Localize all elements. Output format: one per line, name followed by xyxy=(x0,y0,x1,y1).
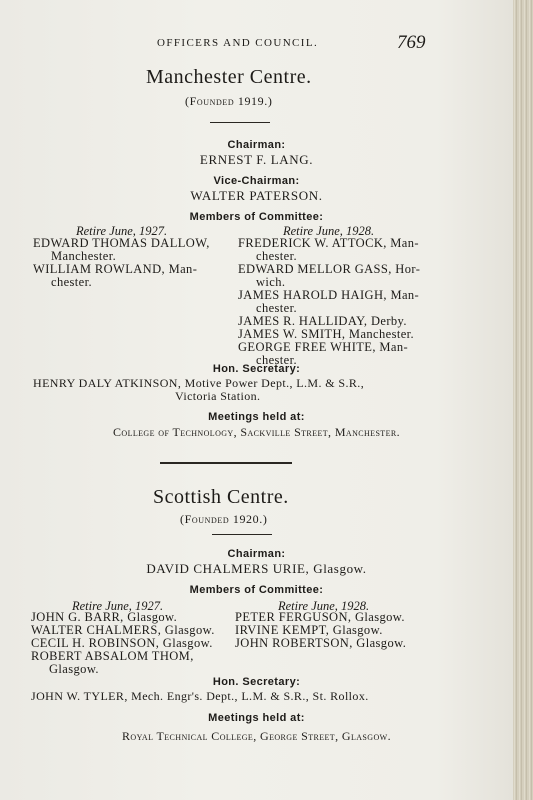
committee-member-cont: wich. xyxy=(256,275,286,289)
committee-member: JAMES W. SMITH, Manchester. xyxy=(238,327,415,341)
scottish-chairman: DAVID CHALMERS URIE, Glasgow. xyxy=(146,561,367,576)
committee-member-cont: chester. xyxy=(256,301,298,315)
scottish-secretary: JOHN W. TYLER, Mech. Engr's. Dept., L.M. & S.R., St. Rollox. xyxy=(31,689,369,703)
committee-member-cont: Glasgow. xyxy=(49,662,99,676)
committee-member: JOHN ROBERTSON, Glasgow. xyxy=(235,636,407,650)
committee-member: EDWARD THOMAS DALLOW, xyxy=(33,236,210,250)
scottish-chairman-label: Chairman: xyxy=(227,548,286,560)
manchester-committee-1928 xyxy=(238,237,420,367)
committee-member: IRVINE KEMPT, Glasgow. xyxy=(235,623,383,637)
scottish-retire-1928: Retire June, 1928. xyxy=(278,599,370,613)
committee-member: WILLIAM ROWLAND, Man- xyxy=(33,262,198,276)
manchester-founded: (Founded 1919.) xyxy=(185,94,273,108)
committee-member: EDWARD MELLOR GASS, Hor- xyxy=(238,262,421,276)
committee-member-cont: chester. xyxy=(51,275,93,289)
manchester-meetings-venue: College of Technology, Sackville Street, Manchester. xyxy=(112,425,401,439)
committee-member-cont: Manchester. xyxy=(51,249,117,263)
committee-member: JOHN G. BARR, Glasgow. xyxy=(31,610,178,624)
committee-member: JAMES R. HALLIDAY, Derby. xyxy=(238,314,407,328)
manchester-secretary-label: Hon. Secretary: xyxy=(212,363,301,375)
scottish-meetings-venue: Royal Technical College, George Street, Glasgow. xyxy=(122,729,391,743)
committee-member: GEORGE FREE WHITE, Man- xyxy=(238,340,409,354)
scottish-committee-1928 xyxy=(235,611,406,650)
manchester-retire-1928: Retire June, 1928. xyxy=(283,224,375,238)
manchester-retire-1927: Retire June, 1927. xyxy=(76,224,168,238)
scottish-founded: (Founded 1920.) xyxy=(180,512,268,526)
manchester-vice-chairman: WALTER PATERSON. xyxy=(190,188,323,203)
manchester-committee-label: Members of Committee: xyxy=(189,211,324,223)
manchester-chairman-label: Chairman: xyxy=(227,139,286,151)
scottish-committee-label: Members of Committee: xyxy=(189,584,324,596)
section-divider xyxy=(160,462,292,464)
scottish-title: Scottish Centre. xyxy=(153,486,289,508)
scottish-meetings-label: Meetings held at: xyxy=(208,712,305,724)
manchester-chairman: ERNEST F. LANG. xyxy=(199,152,314,167)
committee-member-cont: chester. xyxy=(256,353,298,367)
running-title: OFFICERS AND COUNCIL. xyxy=(157,37,319,49)
page-number: 769 xyxy=(397,32,426,53)
committee-member: JAMES HAROLD HAIGH, Man- xyxy=(238,288,420,302)
manchester-title: Manchester Centre. xyxy=(146,66,312,88)
manchester-secretary-address: Victoria Station. xyxy=(175,389,261,403)
scottish-committee-1927 xyxy=(31,611,215,676)
scottish-title-rule xyxy=(212,534,272,535)
scottish-secretary-label: Hon. Secretary: xyxy=(212,676,301,688)
committee-member-cont: chester. xyxy=(256,249,298,263)
committee-member: WALTER CHALMERS, Glasgow. xyxy=(31,623,215,637)
manchester-meetings-label: Meetings held at: xyxy=(208,411,305,423)
committee-member: FREDERICK W. ATTOCK, Man- xyxy=(238,236,419,250)
committee-member: CECIL H. ROBINSON, Glasgow. xyxy=(31,636,213,650)
manchester-vice-chairman-label: Vice-Chairman: xyxy=(213,175,300,187)
manchester-title-rule xyxy=(210,122,270,123)
committee-member: ROBERT ABSALOM THOM, xyxy=(31,649,194,663)
scottish-retire-1927: Retire June, 1927. xyxy=(72,599,164,613)
manchester-committee-1927 xyxy=(33,237,210,289)
manchester-secretary: HENRY DALY ATKINSON, Motive Power Dept., L.M. & S.R., xyxy=(33,376,365,390)
page-edges xyxy=(513,0,533,800)
committee-member: PETER FERGUSON, Glasgow. xyxy=(235,610,405,624)
